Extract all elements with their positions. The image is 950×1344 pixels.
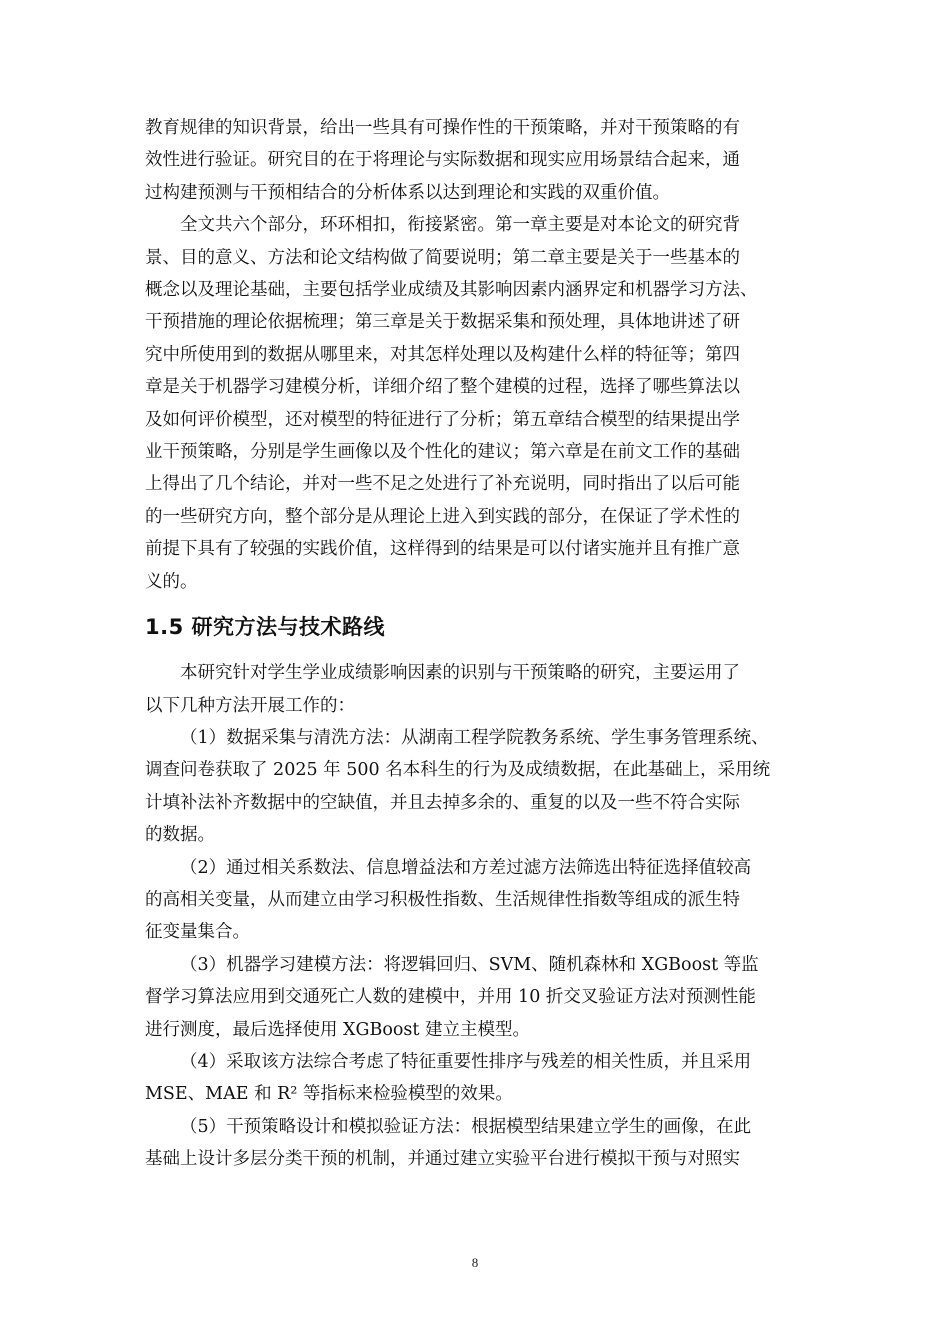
text-line: 及如何评价模型，还对模型的特征进行了分析；第五章结合模型的结果提出学 — [145, 409, 740, 430]
text-line: 的一些研究方向，整个部分是从理论上进入到实践的部分，在保证了学术性的 — [145, 506, 740, 527]
text-line: MSE、MAE 和 R² 等指标来检验模型的效果。 — [145, 1084, 513, 1105]
text-line: 的高相关变量，从而建立由学习积极性指数、生活规律性指数等组成的派生特 — [145, 889, 740, 910]
method-item-4 — [145, 1046, 810, 1111]
text-line: 义的。 — [145, 571, 198, 592]
text-line: 上得出了几个结论，并对一些不足之处进行了补充说明，同时指出了以后可能 — [145, 474, 740, 495]
text-line: 全文共六个部分，环环相扣，衔接紧密。第一章主要是对本论文的研究背 — [180, 215, 740, 236]
text-line: 督学习算法应用到交通死亡人数的建模中，并用 10 折交叉验证方法对预测性能 — [145, 987, 756, 1008]
text-line: 效性进行验证。研究目的在于将理论与实际数据和现实应用场景结合起来，通 — [145, 150, 740, 171]
method-item-1 — [145, 722, 810, 852]
text-line: 的数据。 — [145, 825, 215, 846]
text-line: 计填补法补齐数据中的空缺值，并且去掉多余的、重复的以及一些不符合实际 — [145, 792, 740, 813]
text-line: 景、目的意义、方法和论文结构做了简要说明；第二章主要是关于一些基本的 — [145, 247, 740, 268]
text-line: 究中所使用到的数据从哪里来，对其怎样处理以及构建什么样的特征等；第四 — [145, 344, 740, 365]
text-line: 过构建预测与干预相结合的分析体系以达到理论和实践的双重价值。 — [145, 182, 670, 203]
text-line: 基础上设计多层分类干预的机制，并通过建立实验平台进行模拟干预与对照实 — [145, 1149, 740, 1170]
text-line: 前提下具有了较强的实践价值，这样得到的结果是可以付诸实施并且有推广意 — [145, 539, 740, 560]
text-line: 进行测度，最后选择使用 XGBoost 建立主模型。 — [145, 1019, 531, 1040]
text-line: （5）干预策略设计和模拟验证方法：根据模型结果建立学生的画像，在此 — [180, 1116, 752, 1137]
text-line: （1）数据采集与清洗方法：从湖南工程学院教务系统、学生事务管理系统、 — [180, 727, 769, 748]
text-line: （3）机器学习建模方法：将逻辑回归、SVM、随机森林和 XGBoost 等监 — [180, 954, 759, 975]
text-line: 章是关于机器学习建模分析，详细介绍了整个建模的过程，选择了哪些算法以 — [145, 377, 740, 398]
page-number: 8 — [471, 1255, 479, 1270]
text-line: 本研究针对学生学业成绩影响因素的识别与干预策略的研究，主要运用了 — [180, 663, 740, 684]
text-line: 征变量集合。 — [145, 922, 250, 943]
text-line: 教育规律的知识背景，给出一些具有可操作性的干预策略，并对干预策略的有 — [145, 118, 740, 138]
paragraph-structure — [145, 209, 810, 598]
paragraph-methods-intro — [145, 657, 810, 722]
text-line: （4）采取该方法综合考虑了特征重要性排序与残差的相关性质，并且采用 — [180, 1051, 752, 1072]
method-item-5 — [145, 1111, 810, 1176]
text-line: （2）通过相关系数法、信息增益法和方差过滤方法筛选出特征选择值较高 — [180, 857, 752, 878]
text-line: 业干预策略，分别是学生画像以及个性化的建议；第六章是在前文工作的基础 — [145, 442, 740, 463]
document-body — [145, 112, 810, 1176]
section-heading: 1.5 研究方法与技术路线 — [145, 615, 386, 640]
paragraph-intro — [145, 112, 810, 209]
text-line: 概念以及理论基础，主要包括学业成绩及其影响因素内涵界定和机器学习方法、 — [145, 280, 758, 301]
text-line: 以下几种方法开展工作的： — [145, 695, 355, 716]
text-line: 调查问卷获取了 2025 年 500 名本科生的行为及成绩数据，在此基础上，采用统 — [145, 760, 771, 781]
method-item-3 — [145, 949, 810, 1046]
text-line: 干预措施的理论依据梳理；第三章是关于数据采集和预处理，具体地讲述了研 — [145, 312, 740, 333]
method-item-2 — [145, 852, 810, 949]
